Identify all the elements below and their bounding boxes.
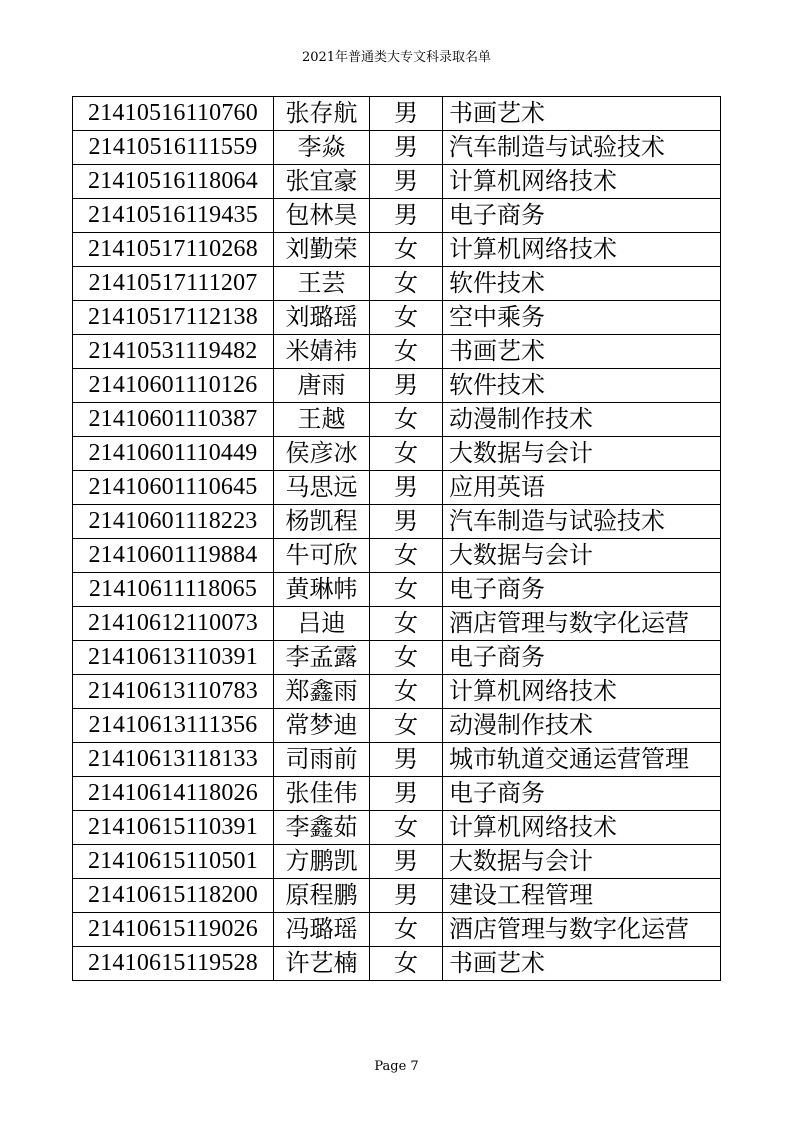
student-id-cell: 21410615110501: [73, 845, 274, 879]
student-id-cell: 21410516110760: [73, 97, 274, 131]
gender-cell: 女: [370, 335, 443, 369]
gender-cell: 男: [370, 97, 443, 131]
student-id-cell: 21410601119884: [73, 539, 274, 573]
gender-cell: 女: [370, 675, 443, 709]
student-name-cell: 米婧祎: [274, 335, 370, 369]
student-id-cell: 21410601110449: [73, 437, 274, 471]
gender-cell: 男: [370, 505, 443, 539]
gender-cell: 女: [370, 709, 443, 743]
student-name-cell: 李焱: [274, 131, 370, 165]
student-id-cell: 21410531119482: [73, 335, 274, 369]
table-row: [73, 131, 721, 165]
gender-cell: 男: [370, 777, 443, 811]
gender-cell: 女: [370, 573, 443, 607]
student-name-cell: 张佳伟: [274, 777, 370, 811]
major-cell: 软件技术: [443, 267, 721, 301]
roster-body: [73, 97, 721, 981]
table-row: [73, 471, 721, 505]
student-name-cell: 王芸: [274, 267, 370, 301]
student-name-cell: 侯彦冰: [274, 437, 370, 471]
major-cell: 动漫制作技术: [443, 403, 721, 437]
student-name-cell: 许艺楠: [274, 947, 370, 981]
student-name-cell: 常梦迪: [274, 709, 370, 743]
student-id-cell: 21410601118223: [73, 505, 274, 539]
major-cell: 大数据与会计: [443, 539, 721, 573]
student-id-cell: 21410516111559: [73, 131, 274, 165]
student-name-cell: 王越: [274, 403, 370, 437]
gender-cell: 女: [370, 403, 443, 437]
gender-cell: 女: [370, 947, 443, 981]
table-row: [73, 199, 721, 233]
student-name-cell: 刘勤荣: [274, 233, 370, 267]
student-id-cell: 21410516118064: [73, 165, 274, 199]
student-id-cell: 21410615119528: [73, 947, 274, 981]
table-row: [73, 233, 721, 267]
student-id-cell: 21410615118200: [73, 879, 274, 913]
gender-cell: 男: [370, 131, 443, 165]
student-id-cell: 21410601110645: [73, 471, 274, 505]
student-name-cell: 李孟露: [274, 641, 370, 675]
table-row: [73, 539, 721, 573]
student-name-cell: 包林昊: [274, 199, 370, 233]
student-id-cell: 21410601110126: [73, 369, 274, 403]
table-row: [73, 437, 721, 471]
student-id-cell: 21410601110387: [73, 403, 274, 437]
student-name-cell: 马思远: [274, 471, 370, 505]
student-id-cell: 21410517112138: [73, 301, 274, 335]
table-row: [73, 335, 721, 369]
table-row: [73, 165, 721, 199]
table-row: [73, 607, 721, 641]
page-number: Page 7: [374, 1059, 419, 1074]
major-cell: 大数据与会计: [443, 437, 721, 471]
student-name-cell: 郑鑫雨: [274, 675, 370, 709]
major-cell: 电子商务: [443, 199, 721, 233]
gender-cell: 女: [370, 641, 443, 675]
table-row: [73, 301, 721, 335]
table-row: [73, 913, 721, 947]
student-name-cell: 原程鹏: [274, 879, 370, 913]
table-row: [73, 573, 721, 607]
table-row: [73, 505, 721, 539]
major-cell: 计算机网络技术: [443, 233, 721, 267]
admission-roster-table: [72, 96, 721, 981]
student-id-cell: 21410613111356: [73, 709, 274, 743]
gender-cell: 女: [370, 811, 443, 845]
table-row: [73, 403, 721, 437]
student-name-cell: 方鹏凯: [274, 845, 370, 879]
gender-cell: 男: [370, 165, 443, 199]
student-name-cell: 冯璐瑶: [274, 913, 370, 947]
gender-cell: 男: [370, 199, 443, 233]
gender-cell: 男: [370, 845, 443, 879]
student-id-cell: 21410517111207: [73, 267, 274, 301]
student-id-cell: 21410614118026: [73, 777, 274, 811]
gender-cell: 女: [370, 539, 443, 573]
gender-cell: 男: [370, 471, 443, 505]
student-id-cell: 21410615110391: [73, 811, 274, 845]
major-cell: 书画艺术: [443, 947, 721, 981]
student-id-cell: 21410615119026: [73, 913, 274, 947]
table-row: [73, 879, 721, 913]
gender-cell: 女: [370, 913, 443, 947]
table-row: [73, 641, 721, 675]
student-name-cell: 杨凯程: [274, 505, 370, 539]
major-cell: 应用英语: [443, 471, 721, 505]
major-cell: 动漫制作技术: [443, 709, 721, 743]
student-id-cell: 21410613118133: [73, 743, 274, 777]
major-cell: 酒店管理与数字化运营: [443, 607, 721, 641]
gender-cell: 男: [370, 369, 443, 403]
table-row: [73, 777, 721, 811]
table-row: [73, 675, 721, 709]
student-name-cell: 李鑫茹: [274, 811, 370, 845]
table-row: [73, 267, 721, 301]
major-cell: 书画艺术: [443, 335, 721, 369]
gender-cell: 男: [370, 879, 443, 913]
table-row: [73, 811, 721, 845]
student-name-cell: 吕迪: [274, 607, 370, 641]
major-cell: 空中乘务: [443, 301, 721, 335]
document-title: 2021年普通类大专文科录取名单: [301, 50, 492, 65]
student-name-cell: 牛可欣: [274, 539, 370, 573]
major-cell: 电子商务: [443, 641, 721, 675]
table-row: [73, 947, 721, 981]
student-id-cell: 21410613110783: [73, 675, 274, 709]
major-cell: 软件技术: [443, 369, 721, 403]
student-id-cell: 21410612110073: [73, 607, 274, 641]
student-name-cell: 张宜豪: [274, 165, 370, 199]
major-cell: 电子商务: [443, 573, 721, 607]
major-cell: 大数据与会计: [443, 845, 721, 879]
major-cell: 电子商务: [443, 777, 721, 811]
table-row: [73, 743, 721, 777]
student-id-cell: 21410613110391: [73, 641, 274, 675]
student-name-cell: 黄琳帏: [274, 573, 370, 607]
major-cell: 计算机网络技术: [443, 165, 721, 199]
major-cell: 书画艺术: [443, 97, 721, 131]
student-name-cell: 唐雨: [274, 369, 370, 403]
student-name-cell: 司雨前: [274, 743, 370, 777]
student-id-cell: 21410516119435: [73, 199, 274, 233]
student-name-cell: 刘璐瑶: [274, 301, 370, 335]
student-name-cell: 张存航: [274, 97, 370, 131]
table-row: [73, 369, 721, 403]
table-row: [73, 845, 721, 879]
major-cell: 酒店管理与数字化运营: [443, 913, 721, 947]
gender-cell: 女: [370, 437, 443, 471]
major-cell: 计算机网络技术: [443, 811, 721, 845]
gender-cell: 男: [370, 743, 443, 777]
major-cell: 汽车制造与试验技术: [443, 505, 721, 539]
gender-cell: 女: [370, 267, 443, 301]
gender-cell: 女: [370, 233, 443, 267]
gender-cell: 女: [370, 607, 443, 641]
student-id-cell: 21410611118065: [73, 573, 274, 607]
major-cell: 计算机网络技术: [443, 675, 721, 709]
major-cell: 建设工程管理: [443, 879, 721, 913]
table-row: [73, 709, 721, 743]
gender-cell: 女: [370, 301, 443, 335]
major-cell: 城市轨道交通运营管理: [443, 743, 721, 777]
student-id-cell: 21410517110268: [73, 233, 274, 267]
table-row: [73, 97, 721, 131]
major-cell: 汽车制造与试验技术: [443, 131, 721, 165]
